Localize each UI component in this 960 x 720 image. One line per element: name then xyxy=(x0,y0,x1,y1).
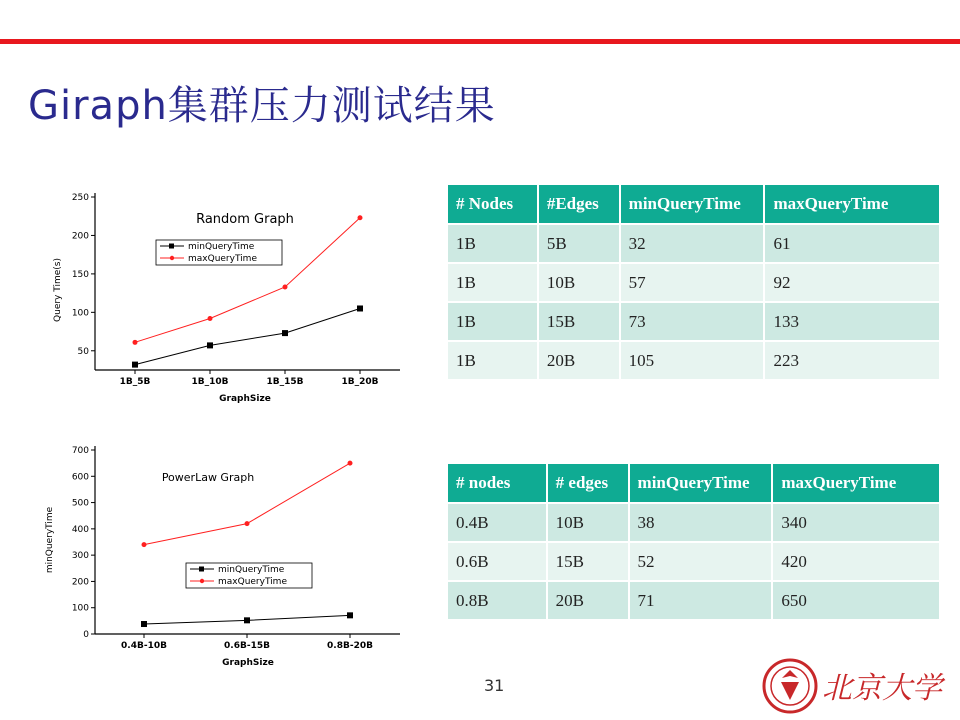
table-cell: 5B xyxy=(538,224,620,263)
table-cell: 1B xyxy=(448,341,538,380)
slide-title: Giraph集群压力测试结果 xyxy=(28,83,496,129)
table-cell: 92 xyxy=(764,263,940,302)
data-point xyxy=(282,330,288,336)
y-tick-label: 700 xyxy=(71,446,89,456)
logo-wordmark: 北京大学 xyxy=(822,671,942,706)
table-cell: 105 xyxy=(620,341,765,380)
table-row xyxy=(448,224,940,263)
y-tick-label: 400 xyxy=(71,524,89,535)
table-cell: 0.6B xyxy=(448,542,547,581)
table-cell: 71 xyxy=(629,581,773,620)
random-graph-table xyxy=(448,185,941,381)
table-cell: 52 xyxy=(629,542,773,581)
chart-title: Random Graph xyxy=(196,212,294,227)
table-cell: 1B xyxy=(448,302,538,341)
series-line-minQueryTime xyxy=(135,308,360,364)
y-tick-label: 0 xyxy=(83,630,89,640)
table-cell: 38 xyxy=(629,503,773,542)
header-cell: # nodes xyxy=(448,464,547,503)
table-cell: 20B xyxy=(547,581,629,620)
x-tick-label: 0.4B-10B xyxy=(121,641,167,651)
legend-marker xyxy=(169,244,174,249)
random-graph-chart xyxy=(40,188,420,408)
page-number: 31 xyxy=(484,676,505,695)
data-point xyxy=(141,621,147,627)
legend-label: maxQueryTime xyxy=(188,254,257,264)
data-point xyxy=(283,284,288,289)
series-line-maxQueryTime xyxy=(135,218,360,343)
y-tick-label: 150 xyxy=(71,269,89,280)
data-point xyxy=(358,215,363,220)
legend-marker xyxy=(170,256,174,260)
table-cell: 0.8B xyxy=(448,581,547,620)
y-tick-label: 100 xyxy=(71,308,89,319)
series-group xyxy=(132,215,363,367)
x-tick-label: 0.8B-20B xyxy=(327,641,373,651)
y-tick-label: 300 xyxy=(71,551,89,562)
random-graph-svg xyxy=(40,188,420,408)
y-tick-label: 50 xyxy=(77,346,89,357)
table-row xyxy=(448,542,940,581)
data-point xyxy=(207,342,213,348)
header-cell: #Edges xyxy=(538,185,620,224)
y-tick-label: 200 xyxy=(71,577,89,588)
table-cell: 73 xyxy=(620,302,765,341)
x-tick-label: 1B_10B xyxy=(191,377,229,387)
powerlaw-graph-chart xyxy=(40,440,420,670)
data-point xyxy=(208,316,213,321)
y-tick-label: 600 xyxy=(71,472,89,483)
y-axis-label: Query Time(s) xyxy=(53,258,63,322)
x-tick-label: 1B_5B xyxy=(119,377,151,387)
legend-marker xyxy=(199,567,204,572)
header-cell: minQueryTime xyxy=(620,185,765,224)
x-tick-label: 0.6B-15B xyxy=(224,641,270,651)
header-cell: minQueryTime xyxy=(629,464,773,503)
table-header-row xyxy=(448,185,940,224)
table-cell: 57 xyxy=(620,263,765,302)
table-cell: 20B xyxy=(538,341,620,380)
series-group xyxy=(141,461,353,627)
y-tick-label: 500 xyxy=(71,498,89,509)
data-point xyxy=(133,340,138,345)
table-cell: 340 xyxy=(772,503,940,542)
table-row xyxy=(448,341,940,380)
y-tick-label: 100 xyxy=(71,603,89,614)
x-tick-label: 1B_20B xyxy=(341,377,379,387)
table-cell: 15B xyxy=(538,302,620,341)
powerlaw-graph-svg xyxy=(40,440,420,670)
x-tick-label: 1B_15B xyxy=(266,377,304,387)
x-axis-label: GraphSize xyxy=(222,658,274,668)
table-cell: 0.4B xyxy=(448,503,547,542)
table-cell: 15B xyxy=(547,542,629,581)
y-tick-label: 250 xyxy=(71,193,89,203)
table-cell: 32 xyxy=(620,224,765,263)
table-row xyxy=(448,263,940,302)
table-cell: 10B xyxy=(538,263,620,302)
header-cell: maxQueryTime xyxy=(764,185,940,224)
header-cell: # Nodes xyxy=(448,185,538,224)
table-cell: 133 xyxy=(764,302,940,341)
chart-title: PowerLaw Graph xyxy=(161,471,255,484)
header-cell: # edges xyxy=(547,464,629,503)
table-cell: 1B xyxy=(448,263,538,302)
legend xyxy=(186,563,312,588)
y-tick-label: 200 xyxy=(71,231,89,242)
university-logo xyxy=(760,656,950,716)
pku-logo-svg xyxy=(760,656,950,716)
table-cell: 10B xyxy=(547,503,629,542)
data-point xyxy=(142,542,147,547)
table-cell: 61 xyxy=(764,224,940,263)
table-row xyxy=(448,302,940,341)
table-cell: 223 xyxy=(764,341,940,380)
table-cell: 420 xyxy=(772,542,940,581)
table-header-row xyxy=(448,464,940,503)
legend-label: maxQueryTime xyxy=(218,577,287,587)
legend-label: minQueryTime xyxy=(218,565,285,575)
data-point xyxy=(245,521,250,526)
legend-label: minQueryTime xyxy=(188,242,255,252)
table-cell: 650 xyxy=(772,581,940,620)
y-axis-label: minQueryTime xyxy=(45,506,55,574)
data-point xyxy=(132,362,138,368)
data-point xyxy=(347,612,353,618)
data-point xyxy=(244,617,250,623)
header-cell: maxQueryTime xyxy=(772,464,940,503)
data-point xyxy=(348,461,353,466)
table-row xyxy=(448,503,940,542)
x-axis-label: GraphSize xyxy=(219,394,271,404)
legend xyxy=(156,240,282,265)
table-cell: 1B xyxy=(448,224,538,263)
table-row xyxy=(448,581,940,620)
powerlaw-graph-table xyxy=(448,464,941,621)
legend-marker xyxy=(200,579,204,583)
top-accent-line xyxy=(0,39,960,44)
data-point xyxy=(357,305,363,311)
